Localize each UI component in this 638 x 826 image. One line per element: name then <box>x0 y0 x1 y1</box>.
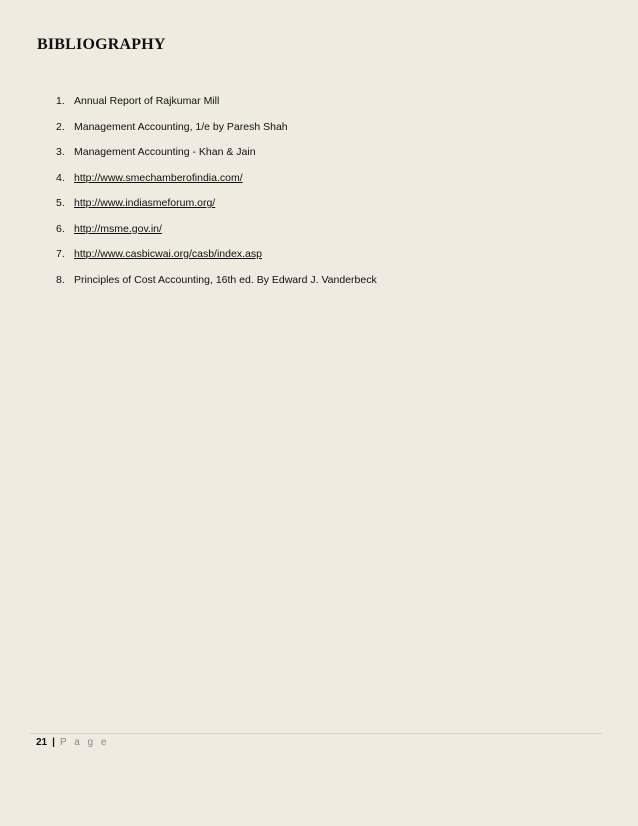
reference-text: Management Accounting, 1/e by Paresh Shah <box>74 120 288 133</box>
item-number: 8. <box>56 273 65 286</box>
reference-link[interactable]: http://www.indiasmeforum.org/ <box>74 197 216 209</box>
bibliography-item <box>56 268 377 294</box>
item-number: 3. <box>56 146 65 158</box>
bibliography-item <box>56 89 377 115</box>
page-number: 21 <box>36 737 48 748</box>
item-number: 7. <box>56 248 65 260</box>
bibliography-item <box>56 217 377 243</box>
bibliography-list <box>56 89 377 293</box>
item-number: 6. <box>56 222 65 235</box>
reference-text: Principles of Cost Accounting, 16th ed. By Edward J. Vanderbeck <box>74 273 377 286</box>
page-label: P a g e <box>59 737 109 748</box>
bibliography-item <box>56 115 377 141</box>
item-number: 4. <box>56 171 65 184</box>
footer-divider <box>30 733 602 734</box>
bibliography-item <box>56 242 377 268</box>
reference-link[interactable]: http://msme.gov.in/ <box>74 222 162 235</box>
reference-text: Management Accounting - Khan & Jain <box>74 146 256 158</box>
item-number: 2. <box>56 120 65 133</box>
reference-text: Annual Report of Rajkumar Mill <box>74 95 220 107</box>
reference-link[interactable]: http://www.casbicwai.org/casb/index.asp <box>74 248 262 260</box>
footer-separator: | <box>52 737 55 748</box>
bibliography-item <box>56 140 377 166</box>
page-title: BIBLIOGRAPHY <box>37 36 166 53</box>
item-number: 5. <box>56 197 65 209</box>
item-number: 1. <box>56 95 65 107</box>
bibliography-item <box>56 166 377 192</box>
reference-link[interactable]: http://www.smechamberofindia.com/ <box>74 171 243 184</box>
bibliography-item <box>56 191 377 217</box>
page-footer <box>36 737 109 748</box>
